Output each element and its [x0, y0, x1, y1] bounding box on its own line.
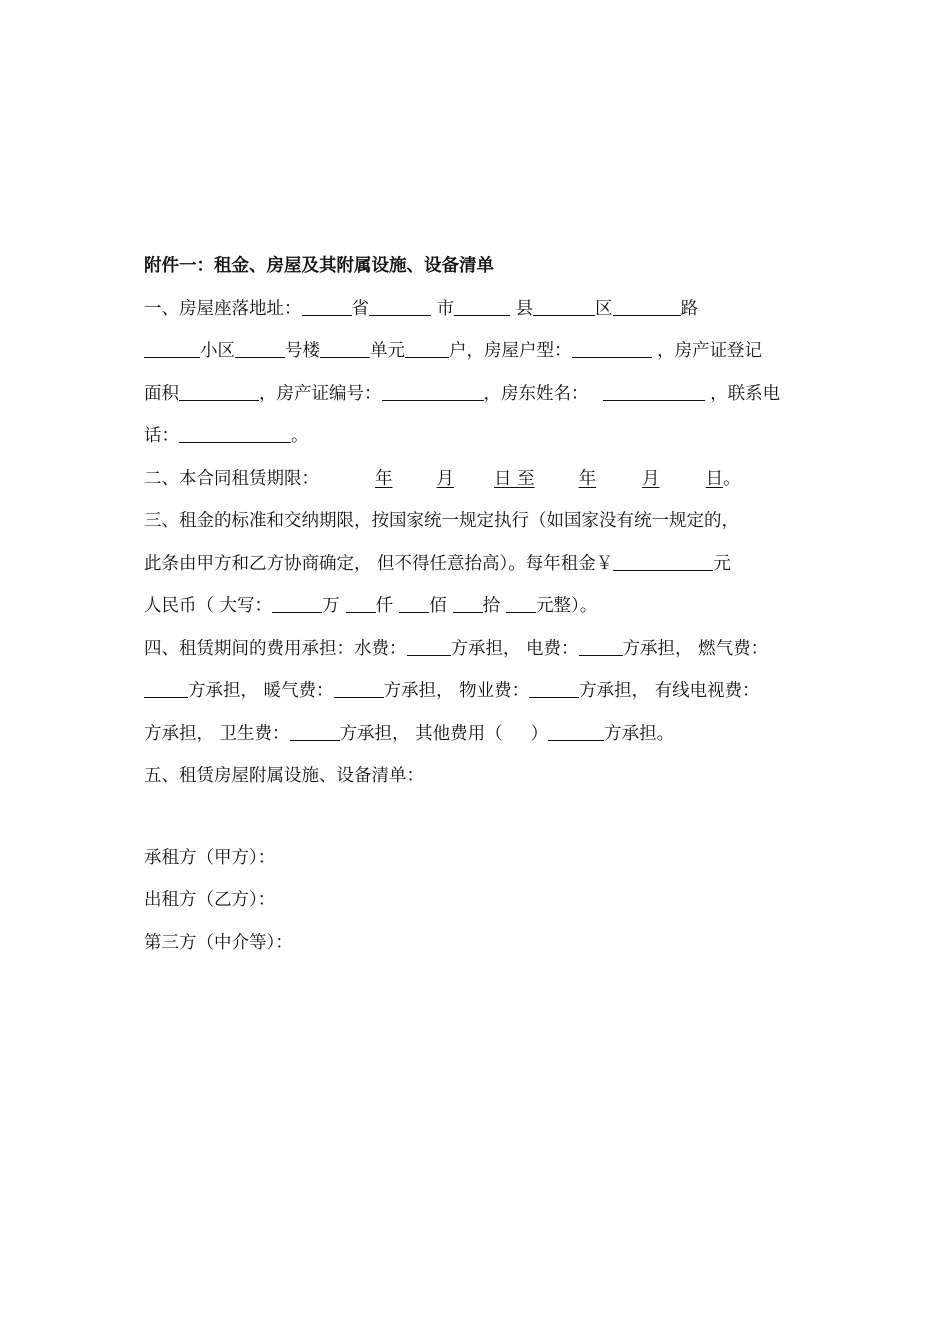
fees-line-2: [144, 677, 824, 706]
lease-term-end: 。: [723, 468, 741, 489]
rent-agreement-text: 此条由甲方和乙方协商确定， 但不得任意抬高）。每年租金￥: [144, 553, 614, 574]
paren-close: ）: [530, 723, 549, 744]
community-label: 小区: [200, 341, 235, 361]
address-line-4: [144, 422, 824, 451]
heating-fee-party: 方承担， 物业费：: [383, 681, 530, 701]
rent-capital-label: 人民币（ 大写：: [144, 596, 273, 616]
gas-fee-party: 方承担， 暖气费：: [188, 681, 334, 701]
landlord-name-label: ，房东姓名：: [483, 383, 589, 404]
unit-blank[interactable]: [320, 337, 370, 358]
county-label: 县: [510, 298, 534, 319]
other-fee-party-blank[interactable]: [548, 720, 604, 741]
building-label: 号楼: [285, 341, 320, 361]
city-blank[interactable]: [369, 295, 431, 316]
sanitation-fee-party: 方承担， 其他费用（: [339, 723, 503, 744]
room-type-label: 户，房屋户型：: [449, 341, 572, 361]
property-fee-party: 方承担， 有线电视费：: [579, 681, 760, 701]
annual-rent-blank[interactable]: [613, 550, 713, 571]
address-line-2: [144, 337, 824, 366]
electricity-fee-party: 方承担， 燃气费：: [622, 638, 769, 659]
fees-line-3: [144, 720, 824, 749]
bai-blank[interactable]: [399, 592, 429, 613]
certificate-no-label: ，房产证编号：: [259, 383, 382, 404]
room-blank[interactable]: [405, 337, 449, 358]
address-line-3: [144, 380, 824, 409]
area-label: 面积: [144, 383, 179, 404]
yuan-zheng-label: 元整）。: [536, 596, 598, 616]
electricity-fee-blank[interactable]: [579, 635, 623, 656]
landlord-name-blank[interactable]: [603, 380, 705, 401]
building-blank[interactable]: [235, 337, 285, 358]
wan-blank[interactable]: [272, 592, 322, 613]
shi-label: 拾: [482, 596, 501, 616]
yuan-blank[interactable]: [506, 592, 536, 613]
lease-term-label: 二、本合同租赁期限：: [144, 468, 319, 489]
cable-fee-party: 方承担， 卫生费：: [144, 723, 290, 744]
contact-label: ，联系电: [704, 383, 781, 404]
road-blank[interactable]: [613, 295, 681, 316]
rent-line-3: [144, 592, 824, 621]
facilities-list-label: 五、租赁房屋附属设施、设备清单：: [144, 766, 424, 786]
wan-label: 万: [322, 596, 340, 616]
lease-term-line: [144, 465, 824, 494]
rent-line-2: [144, 550, 824, 579]
district-label: 区: [595, 298, 613, 319]
sanitation-fee-blank[interactable]: [290, 720, 340, 741]
other-fee-party: 方承担。: [604, 723, 675, 744]
area-blank[interactable]: [179, 380, 259, 401]
property-fee-blank[interactable]: [529, 677, 579, 698]
room-type-blank[interactable]: [572, 337, 652, 358]
spacer: [144, 805, 824, 844]
community-blank[interactable]: [144, 337, 200, 358]
address-line-1: [144, 295, 824, 324]
fees-label: 四、租赁期间的费用承担：水费：: [144, 638, 407, 659]
qian-blank[interactable]: [346, 592, 376, 613]
gas-fee-blank[interactable]: [144, 677, 188, 698]
attachment-content: [144, 252, 824, 971]
water-fee-party: 方承担， 电费：: [450, 638, 579, 659]
qian-label: 仟: [375, 596, 394, 616]
tenant-signature: 承租方（甲方）：: [144, 847, 276, 868]
bai-label: 佰: [429, 596, 447, 616]
unit-label: 单元: [370, 341, 405, 361]
province-label: 省: [351, 298, 369, 319]
road-label: 路: [680, 298, 699, 319]
registered-area-label: ，房产证登记: [651, 341, 763, 361]
heating-fee-blank[interactable]: [334, 677, 384, 698]
lease-term-dates[interactable]: 年 月 日 至 年 月 日: [375, 468, 724, 489]
phone-end: 。: [291, 426, 309, 446]
county-blank[interactable]: [454, 295, 510, 316]
rent-line-1: 三、租金的标准和交纳期限，按国家统一规定执行（如国家没有统一规定的，: [144, 511, 739, 531]
landlord-signature: 出租方（乙方）：: [144, 890, 276, 910]
attachment-title: 附件一：租金、房屋及其附属设施、设备清单: [144, 256, 494, 276]
district-blank[interactable]: [533, 295, 595, 316]
shi-blank[interactable]: [453, 592, 483, 613]
water-fee-blank[interactable]: [407, 635, 451, 656]
phone-blank[interactable]: [179, 422, 291, 443]
phone-label: 话：: [144, 426, 179, 446]
third-party-signature: 第三方（中介等）：: [144, 932, 293, 953]
fees-line-1: [144, 635, 824, 664]
city-label: 市: [431, 298, 455, 319]
address-label: 一、房屋座落地址：: [144, 298, 302, 319]
certificate-no-blank[interactable]: [382, 380, 484, 401]
province-blank[interactable]: [302, 295, 352, 316]
yuan-label: 元: [713, 553, 731, 574]
